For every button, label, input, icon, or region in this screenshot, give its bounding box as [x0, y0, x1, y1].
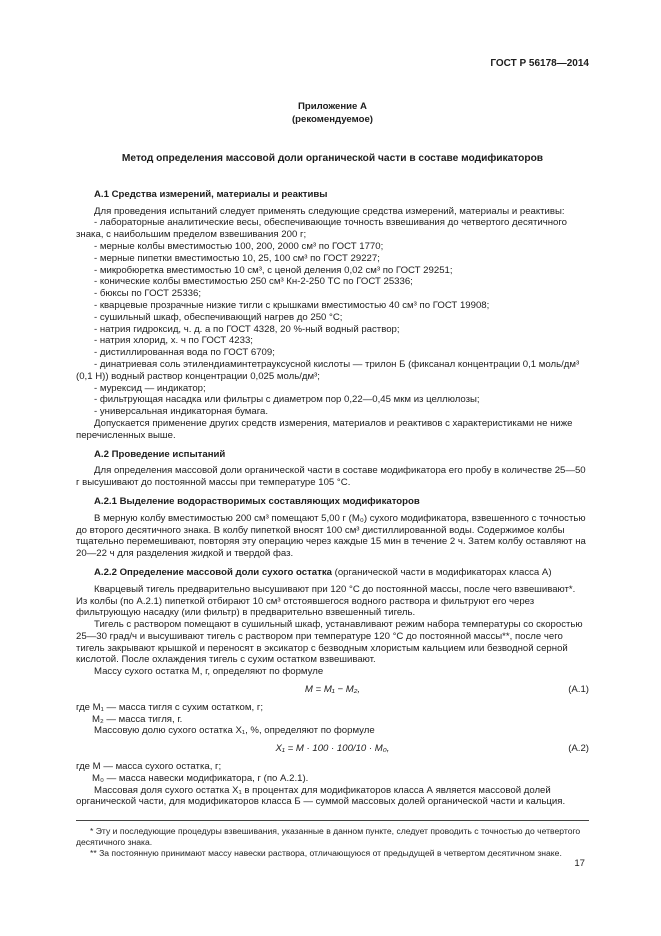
list-item: - фильтрующая насадка или фильтры с диаметром пор 0,22—0,45 мкм из целлюлозы;	[94, 394, 480, 406]
formula-a2	[76, 743, 589, 755]
list-item: - кварцевые прозрачные низкие тигли с крышками вместимостью 40 см³ по ГОСТ 19908;	[94, 299, 490, 311]
footnote: * Эту и последующие процедуры взвешивания, указанные в данном пункте, следует проводить с точностью до четвертого десятичного знака.	[76, 826, 581, 848]
where-clause-a2-line1: где М — масса сухого остатка, г;	[76, 761, 222, 773]
paragraph-a22-1: Кварцевый тигель предварительно высушивают при 120 °С до постоянной массы, после чего взвешивают*. Из колбы (по А.2.1) пипеткой отбирают 10 см³ отстоявшегося водного раствора и фильтруют его через фильтрующую насадку (или фильтр) в предварительно взвешенный тигель.	[76, 583, 576, 619]
page-title: Метод определения массовой доли органической части в составе модификаторов	[121, 152, 544, 164]
formula-a2-number: (А.2)	[568, 743, 589, 755]
page-number: 17	[574, 858, 585, 870]
list-item: - мерные пипетки вместимостью 10, 25, 100 см³ по ГОСТ 29227;	[94, 252, 380, 264]
list-item: - мерные колбы вместимостью 100, 200, 2000 см³ по ГОСТ 1770;	[94, 240, 384, 252]
footnote: ** За постоянную принимают массу навески раствора, отличающуюся от предыдущей в четвертом десятичном знаке.	[90, 847, 562, 858]
appendix-block	[76, 100, 589, 126]
paragraph-formula-a2-lead: Массовую долю сухого остатка Х₁, %, определяют по формуле	[94, 725, 375, 737]
list-item: - бюксы по ГОСТ 25336;	[94, 288, 202, 300]
list-item: - натрия хлорид, х. ч по ГОСТ 4233;	[94, 335, 253, 347]
list-item: - динатриевая соль этилендиаминтетрауксусной кислоты — трилон Б (фиксанал концентрации 0,1 моль/дм³ (0,1 Н)) водный раствор концентрации 0,025 моль/дм³;	[76, 358, 580, 382]
appendix-title: Приложение А	[298, 100, 367, 112]
section-heading-a2: А.2 Проведение испытаний	[94, 448, 226, 460]
list-item: - конические колбы вместимостью 250 см³ Кн-2-250 ТС по ГОСТ 25336;	[94, 276, 413, 288]
list-item: - универсальная индикаторная бумага.	[94, 406, 268, 418]
where-clause-a1-line1: где М₁ — масса тигля с сухим остатком, г;	[76, 701, 263, 713]
formula-a2-expression: Х₁ = М · 100 · 100/10 · М₀,	[275, 743, 390, 755]
paragraph-a1-intro: Для проведения испытаний следует применять следующие средства измерений, материалы и реактивы:	[94, 205, 565, 217]
section-heading-a1: А.1 Средства измерений, материалы и реактивы	[94, 188, 328, 200]
list-item: - мурексид — индикатор;	[94, 382, 206, 394]
heading-a22-bold: А.2.2 Определение массовой доли сухого остатка	[94, 566, 332, 578]
list-item: - микробюретка вместимостью 10 см³, с ценой деления 0,02 см³ по ГОСТ 29251;	[94, 264, 453, 276]
doc-number: ГОСТ Р 56178—2014	[490, 58, 589, 69]
paragraph-a1-outro: Допускается применение других средств измерения, материалов и реактивов с характеристиками не ниже перечисленных выше.	[76, 417, 573, 441]
list-item: - натрия гидроксид, ч. д. а по ГОСТ 4328, 20 %-ный водный раствор;	[94, 323, 400, 335]
list-item: - дистиллированная вода по ГОСТ 6709;	[94, 347, 275, 359]
formula-a1-expression: М = М₁ − М₂,	[304, 684, 361, 696]
section-heading-a21: А.2.1 Выделение водорастворимых составляющих модификаторов	[94, 495, 420, 507]
list-item: - лабораторные аналитические весы, обеспечивающие точность взвешивания до четвертого десятичного знака, с наибольшим пределом взвешивания 200 г;	[76, 217, 567, 241]
heading-a22-rest: (органической части в модификаторах класса А)	[331, 566, 552, 578]
paragraph-a22-2: Тигель с раствором помещают в сушильный шкаф, устанавливают режим набора температуры со скоростью 25—30 град/ч и высушивают тигель с раствором при температуре 120 °С до постоянной массы**, после чего тигель закрывают крышкой и переносят в эксикатор с безводным хлористым кальцием или безводной серной кислотой. После охлаждения тигель с сухим остатком взвешивают.	[76, 619, 583, 666]
where-clause-a2-line2: М₀ — масса навески модификатора, г (по А.2.1).	[92, 772, 309, 784]
paragraph-a21: В мерную колбу вместимостью 200 см³ помещают 5,00 г (М₀) сухого модификатора, взвешенного с точностью до второго десятичного знака. В колбу пипеткой вносят 100 см³ дистиллированной воды. Содержимое колбы тщательно перемешивают, повторяя эту операцию через каждые 15 мин в течение 2 ч. Затем колбу оставляют на 20—22 ч для разделения жидкой и твердой фаз.	[76, 512, 586, 560]
footnotes	[76, 820, 589, 858]
reagent-list	[76, 217, 589, 418]
paragraph-formula-a1-lead: Массу сухого остатка М, г, определяют по формуле	[94, 666, 324, 678]
appendix-note: (рекомендуемое)	[291, 113, 373, 125]
paragraph-a2: Для определения массовой доли органической части в составе модификатора его пробу в количестве 25—50 г высушивают до постоянной массы при температуре 105 °С.	[76, 465, 586, 489]
section-heading-a22	[76, 567, 589, 579]
formula-a1-number: (А.1)	[568, 684, 589, 696]
where-clause-a1-line2: М₂ — масса тигля, г.	[92, 713, 183, 725]
formula-a1	[76, 684, 589, 696]
list-item: - сушильный шкаф, обеспечивающий нагрев до 250 °С;	[94, 311, 343, 323]
paragraph-a22-final: Массовая доля сухого остатка Х₁ в процентах для модификаторов класса А является массовой долей органической части, для модификаторов класса Б — суммой массовых долей органической части и кальция.	[76, 784, 566, 808]
